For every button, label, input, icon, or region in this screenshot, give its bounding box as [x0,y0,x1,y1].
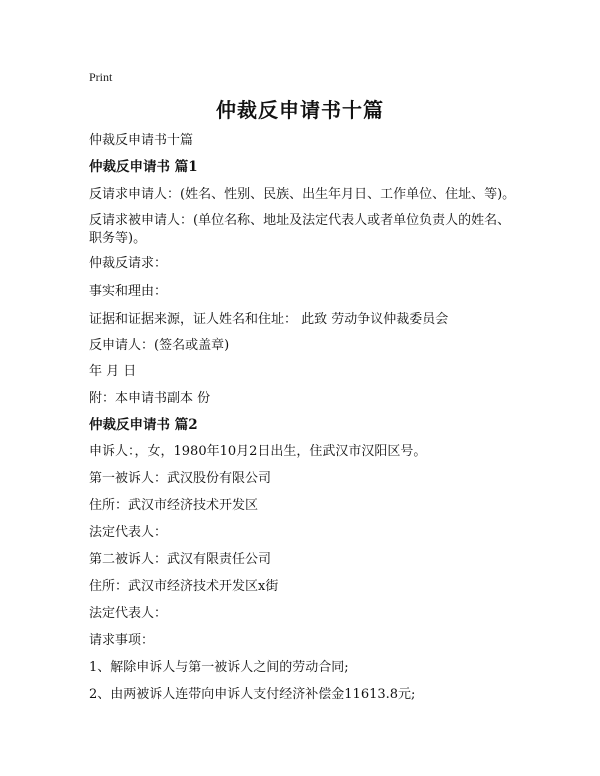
section2-line: 住所：武汉市经济技术开发区 [89,498,259,513]
section2-line: 第一被诉人：武汉股份有限公司 [89,471,272,486]
section2-line: 住所：武汉市经济技术开发区x街 [89,579,279,594]
section1-line: 事实和理由： [89,284,168,299]
section2-heading: 仲裁反申请书 篇2 [89,417,198,433]
section1-heading: 仲裁反申请书 篇1 [89,159,198,175]
page-title: 仲裁反申请书十篇 [216,98,384,122]
section2-line: 法定代表人： [89,606,168,621]
intro-line: 仲裁反申请书十篇 [89,133,194,148]
print-label[interactable]: Print [89,70,113,84]
section2-line: 1、解除申诉人与第一被诉人之间的劳动合同; [89,660,349,675]
section1-line: 附：本申请书副本 份 [89,391,211,406]
section2-line: 请求事项： [89,633,155,648]
section2-line: 法定代表人： [89,525,168,540]
section1-line: 反请求申请人：(姓名、性别、民族、出生年月日、工作单位、住址、等)。 [89,187,516,202]
section2-line: 申诉人：，女，1980年10月2日出生，住武汉市汉阳区号。 [89,444,427,459]
section1-line: 反申请人：(签名或盖章) [89,338,230,353]
section2-line: 第二被诉人：武汉有限责任公司 [89,552,272,567]
section1-line: 仲裁反请求： [89,256,168,271]
section1-line: 反请求被申请人：(单位名称、地址及法定代表人或者单位负责人的姓名、职务等)。 [89,213,511,246]
section1-line: 年 月 日 [89,364,137,379]
section1-line: 证据和证据来源，证人姓名和住址： 此致 劳动争议仲裁委员会 [89,312,449,327]
section2-line: 2、由两被诉人连带向申诉人支付经济补偿金11613.8元; [89,687,416,702]
